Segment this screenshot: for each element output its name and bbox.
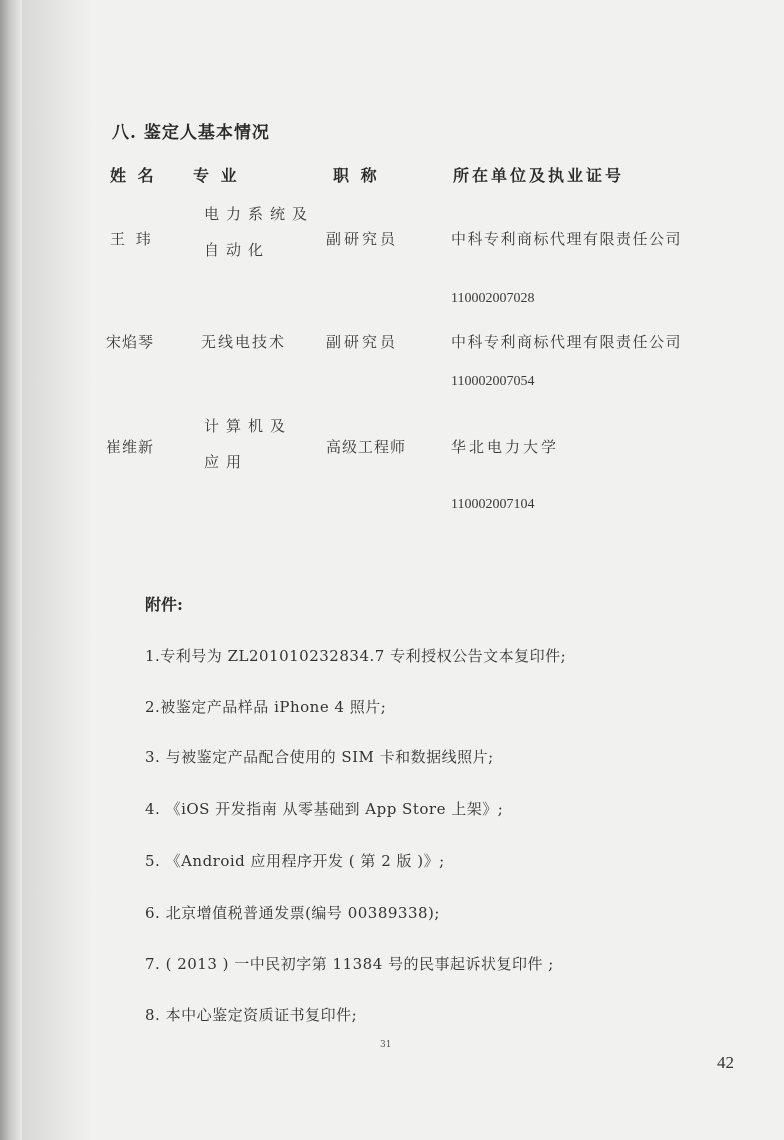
attachment-item-1: 1.专利号为 ZL201010232834.7 专利授权公告文本复印件; (145, 647, 567, 665)
scan-shadow (22, 0, 92, 1140)
row-2-major: 无线电技术 (201, 333, 287, 351)
header-title: 职 称 (333, 166, 380, 185)
row-2-cert: 110002007054 (451, 374, 535, 389)
row-1-major: 电力系统及自动化 (204, 205, 315, 259)
row-3-title: 高级工程师 (326, 438, 407, 456)
row-3-cert: 110002007104 (451, 497, 535, 512)
section-title: 八. 鉴定人基本情况 (112, 123, 270, 143)
row-3-org: 华北电力大学 (451, 438, 560, 456)
attachment-item-7: 7. ( 2013 ) 一中民初字第 11384 号的民事起诉状复印件 ; (145, 955, 554, 973)
attachment-item-6: 6. 北京增值税普通发票(编号 00389338); (145, 904, 440, 922)
header-major: 专 业 (193, 166, 240, 185)
header-org: 所在单位及执业证号 (453, 166, 625, 185)
attachment-item-4: 4. 《iOS 开发指南 从零基础到 App Store 上架》; (145, 800, 504, 818)
row-2-title: 副研究员 (326, 333, 399, 351)
inner-page-number: 31 (380, 1040, 392, 1050)
attachment-item-3: 3. 与被鉴定产品配合使用的 SIM 卡和数据线照片; (145, 748, 494, 766)
attachment-item-8: 8. 本中心鉴定资质证书复印件; (145, 1006, 358, 1024)
row-1-title: 副研究员 (326, 230, 399, 248)
row-2-name: 宋焰琴 (106, 333, 155, 351)
attachments-title: 附件: (145, 595, 183, 614)
attachment-item-2: 2.被鉴定产品样品 iPhone 4 照片; (145, 698, 387, 716)
row-1-org: 中科专利商标代理有限责任公司 (451, 230, 683, 248)
row-1-name: 王 玮 (110, 230, 154, 248)
scan-binding-edge (0, 0, 22, 1140)
row-1-cert: 110002007028 (451, 291, 535, 306)
row-3-name: 崔维新 (106, 438, 155, 456)
row-3-major: 计算机及应用 (204, 417, 293, 471)
page-number: 42 (717, 1053, 734, 1072)
header-name: 姓 名 (110, 166, 157, 185)
row-2-org: 中科专利商标代理有限责任公司 (451, 333, 683, 351)
attachment-item-5: 5. 《Android 应用程序开发 ( 第 2 版 )》; (145, 852, 445, 870)
